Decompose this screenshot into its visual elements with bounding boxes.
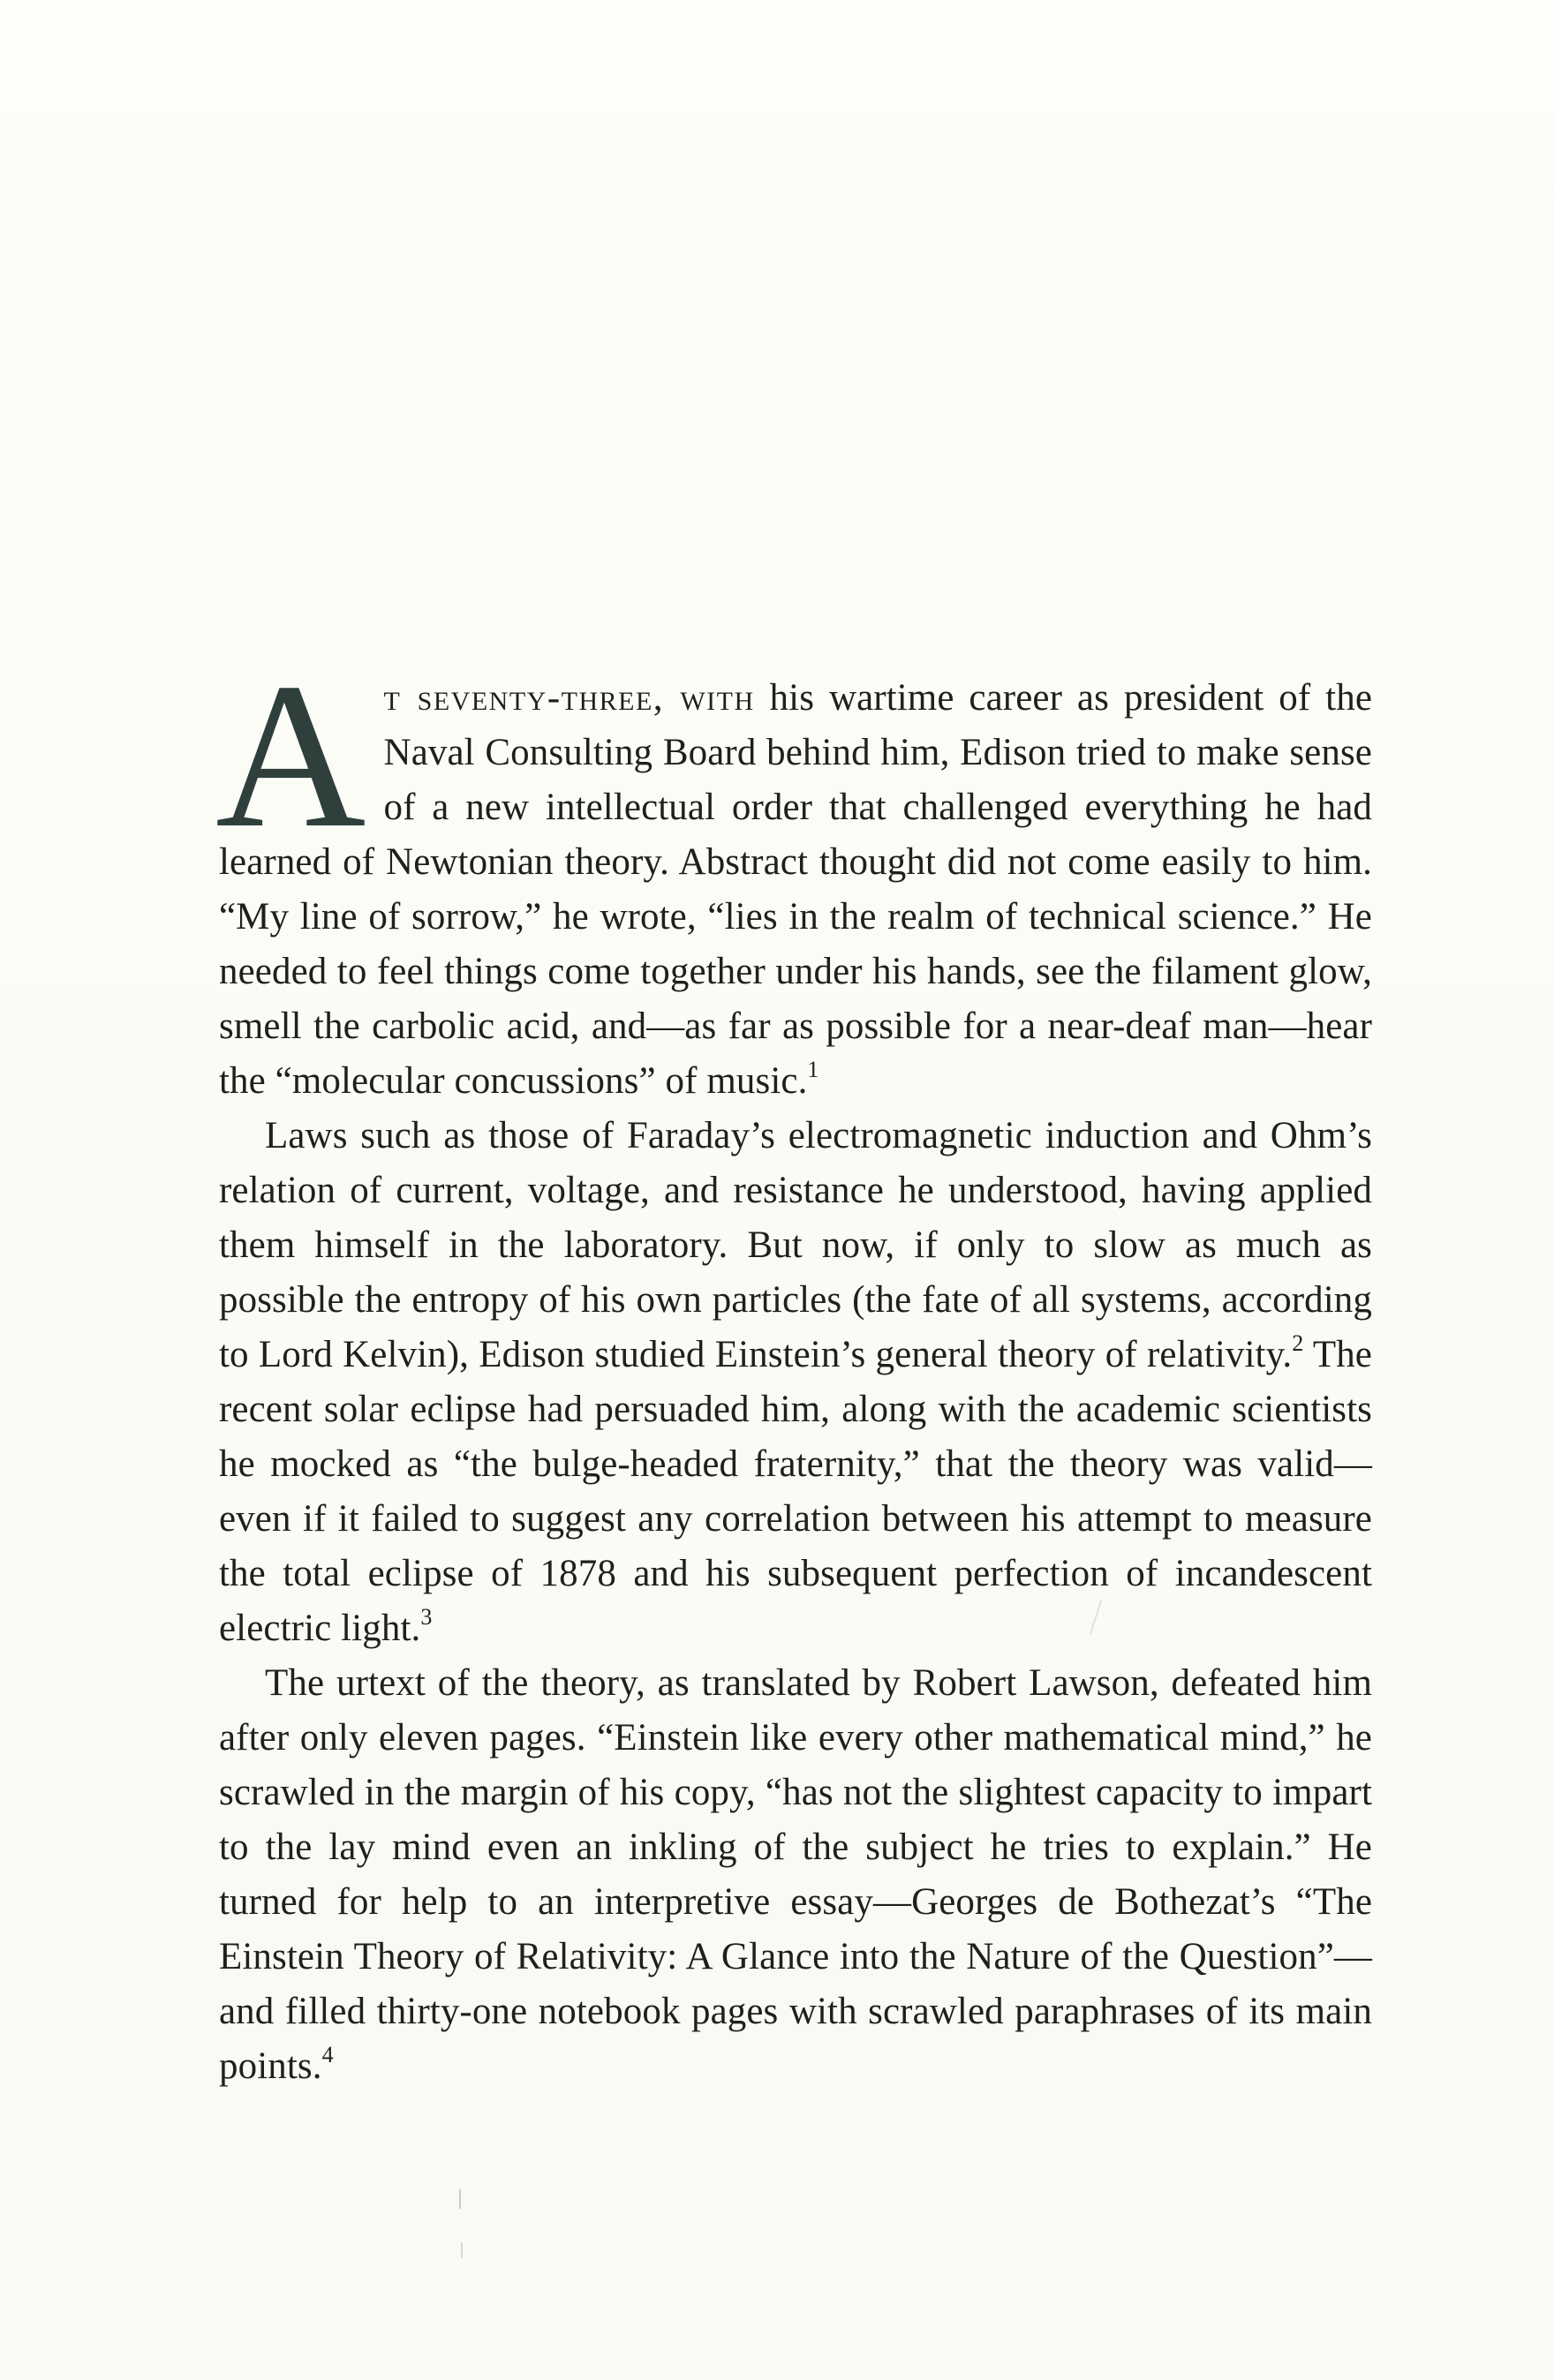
opening-paragraph	[215, 641, 1373, 1109]
scan-mark	[461, 2242, 463, 2258]
opening-paragraph-text: his wartime career as president of the Naval Consulting Board behind him, Edison tried to make sense of a new intellectual order that challenged everything he had learned of Newtonian theory. Abstract thought did not come easily to him. “My line of sorrow,” he wrote, “lies in the realm of technical science.” He needed to feel things come together under his hands, see the filament glow, smell the carbolic acid, and—as far as possible for a near-deaf man—hear the “molecular concussions” of music.	[219, 677, 1373, 1102]
footnote-ref-2[interactable]: 2	[1292, 1330, 1304, 1356]
footnote-ref-3[interactable]: 3	[420, 1604, 433, 1630]
footnote-ref-4[interactable]: 4	[321, 2042, 334, 2067]
paragraph-2-text-b: The recent solar eclipse had persuaded him, along with the academic scientists he mocked as “the bulge-headed fraternity,” that the theory was valid—even if it failed to suggest any correlation between his attempt to measure the total eclipse of 1878 and his subsequent perfection of incandescent electric light.	[219, 1334, 1372, 1649]
paragraph-2-text-a: Laws such as those of Faraday’s electromagnetic induction and Ohm’s relation of current, voltage, and resistance he understood, having applied them himself in the laboratory. But now, if only to slow as much as possible the entropy of his own particles (the fate of all systems, according to Lord Kelvin), Edison studied Einstein’s general theory of relativity.	[219, 1115, 1372, 1375]
lead-in-small-caps: t seventy-three, with	[383, 677, 755, 719]
scan-mark	[459, 2189, 461, 2209]
drop-cap: A	[215, 641, 366, 871]
footnote-ref-1[interactable]: 1	[807, 1057, 819, 1082]
paragraph-3	[219, 1656, 1372, 2094]
body-text	[215, 641, 1373, 2094]
paragraph-2	[219, 1109, 1372, 1656]
paragraph-3-text: The urtext of the theory, as translated by Robert Lawson, defeated him after only eleven pages. “Einstein like every other mathematical mind,” he scrawled in the margin of his copy, “has not the slightest capacity to impart to the lay mind even an inkling of the subject he tries to explain.” He turned for help to an interpretive essay—Georges de Bothezat’s “The Einstein Theory of Relativity: A Glance into the Nature of the Question”—and filled thirty-one notebook pages with scrawled paraphrases of its main points.	[219, 1662, 1372, 2087]
